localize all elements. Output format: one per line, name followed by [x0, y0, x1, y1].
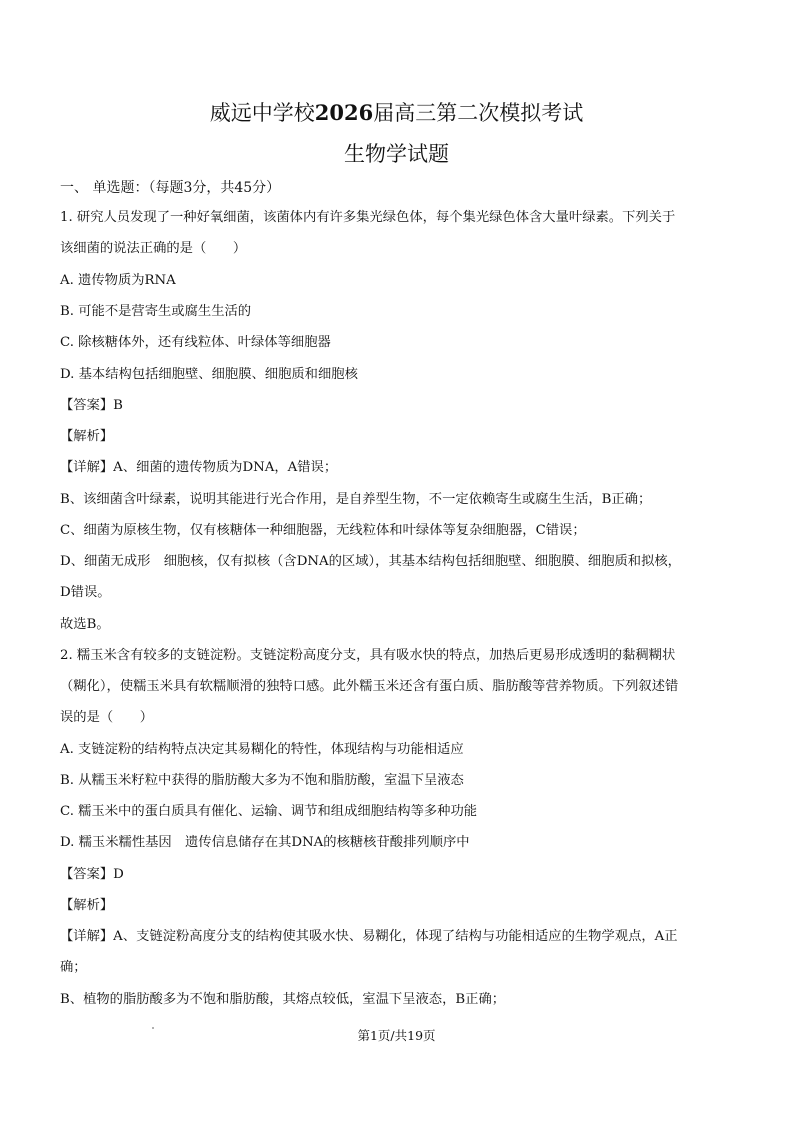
question-2-detail-a-line-2: 确；: [60, 960, 87, 975]
question-2-stem-line-1: 2. 糯玉米含有较多的支链淀粉。支链淀粉高度分支，具有吸水快的特点，加热后更易形成透明的黏稠糊状: [60, 648, 676, 663]
question-1-detail-b: B、该细菌含叶绿素，说明其能进行光合作用，是自养型生物，不一定依赖寄生或腐生生活，B正确；: [60, 492, 652, 507]
question-1-stem-line-2: 该细菌的说法正确的是（ ）: [60, 241, 247, 256]
exam-title: 威远中学校2026届高三第二次模拟考试: [209, 100, 584, 125]
question-1-option-b: B. 可能不是营寄生或腐生生活的: [60, 304, 252, 319]
question-1-answer: 【答案】B: [60, 398, 123, 413]
question-1-detail-a: 【详解】A、细菌的遗传物质为DNA，A错误；: [60, 460, 338, 475]
question-2-stem-line-2: （糊化），使糯玉米具有软糯顺滑的独特口感。此外糯玉米还含有蛋白质、脂肪酸等营养物质。下列叙述错: [60, 679, 679, 694]
question-2-detail-b: B、植物的脂肪酸多为不饱和脂肪酸，其熔点较低，室温下呈液态，B正确；: [60, 992, 506, 1007]
question-1-detail-d-line-1: D、细菌无成形 细胞核，仅有拟核（含DNA的区域），其基本结构包括细胞壁、细胞膜、细胞质和拟核，: [60, 554, 681, 569]
question-2-analysis-label: 【解析】: [60, 898, 114, 913]
question-1-detail-d-line-2: D错误。: [60, 585, 111, 600]
question-2-option-c: C. 糯玉米中的蛋白质具有催化、运输、调节和组成细胞结构等多种功能: [60, 804, 478, 819]
question-1-option-a: A. 遗传物质为RNA: [60, 273, 176, 288]
question-1-stem-line-1: 1. 研究人员发现了一种好氧细菌，该菌体内有许多集光绿色体，每个集光绿色体含大量叶绿素。下列关于: [60, 210, 676, 225]
question-2-option-d: D. 糯玉米糯性基因 遗传信息储存在其DNA的核糖核苷酸排列顺序中: [60, 835, 470, 850]
question-2-option-b: B. 从糯玉米籽粒中获得的脂肪酸大多为不饱和脂肪酸，室温下呈液态: [60, 773, 464, 788]
question-2-stem-line-3: 误的是（ ）: [60, 710, 154, 725]
question-1-option-d: D. 基本结构包括细胞壁、细胞膜、细胞质和细胞核: [60, 367, 358, 382]
question-1-detail-c: C、细菌为原核生物，仅有核糖体一种细胞器，无线粒体和叶绿体等复杂细胞器，C错误；: [60, 523, 586, 538]
question-1-option-c: C. 除核糖体外，还有线粒体、叶绿体等细胞器: [60, 335, 331, 350]
exam-subtitle: 生物学试题: [344, 142, 449, 166]
section-heading: 一、 单选题：（每题3分，共45分）: [60, 180, 281, 196]
question-1-analysis-label: 【解析】: [60, 429, 114, 444]
question-1-conclusion: 故选B。: [60, 617, 110, 632]
question-2-option-a: A. 支链淀粉的结构特点决定其易糊化的特性，体现结构与功能相适应: [60, 742, 464, 757]
question-2-detail-a-line-1: 【详解】A、支链淀粉高度分支的结构使其吸水快、易糊化，体现了结构与功能相适应的生物学观点，A正: [60, 929, 678, 944]
page-footer: 第1页/共19页: [357, 1028, 436, 1043]
question-2-answer: 【答案】D: [60, 867, 124, 882]
